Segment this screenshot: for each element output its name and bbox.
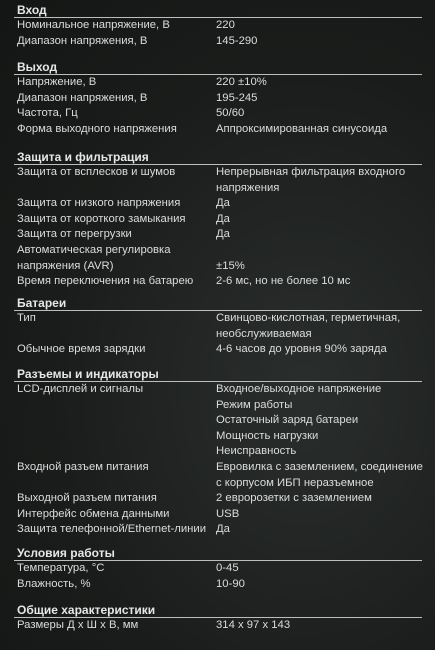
spec-value-line: 2-6 мс, но не более 10 мс bbox=[216, 275, 351, 288]
spec-value-line: Аппроксимированная синусоида bbox=[216, 122, 388, 135]
spec-value-line: 314 х 97 х 143 bbox=[216, 619, 291, 631]
spec-value bbox=[216, 227, 422, 243]
spec-value bbox=[216, 382, 422, 460]
spec-label bbox=[17, 75, 215, 91]
spec-value-line: напряжения bbox=[216, 181, 280, 194]
spec-section bbox=[14, 60, 422, 137]
spec-value-line: 145-290 bbox=[216, 34, 258, 47]
spec-label-line: Защита от низкого напряжения bbox=[17, 197, 181, 210]
spec-label-line: Температура, °С bbox=[17, 562, 105, 574]
spec-value-line: 220 bbox=[216, 19, 235, 31]
spec-row bbox=[14, 18, 422, 34]
spec-value-line: Евровилка с заземлением, соединение bbox=[216, 460, 423, 473]
spec-section bbox=[14, 296, 422, 358]
spec-label bbox=[17, 382, 215, 398]
spec-label-line: Защита телефонной/Ethernet-линии bbox=[17, 523, 207, 536]
spec-value bbox=[216, 212, 422, 228]
spec-value-line: 4-6 часов до уровня 90% заряда bbox=[216, 343, 387, 356]
spec-row bbox=[14, 243, 422, 274]
spec-value-line: Свинцово-кислотная, герметичная, bbox=[216, 312, 401, 324]
spec-section bbox=[14, 150, 422, 290]
spec-row bbox=[14, 382, 422, 460]
spec-row bbox=[14, 460, 422, 491]
spec-value-line: Да bbox=[216, 212, 230, 225]
spec-label bbox=[17, 106, 215, 122]
spec-row bbox=[14, 196, 422, 212]
spec-label bbox=[17, 274, 215, 290]
spec-label-line: Интерфейс обмена данными bbox=[17, 507, 170, 520]
spec-value bbox=[216, 342, 422, 358]
spec-label-line: Время переключения на батарею bbox=[17, 275, 194, 288]
spec-label-line: Защита от короткого замыкания bbox=[17, 212, 186, 225]
section-title: Общие характеристики bbox=[14, 603, 422, 618]
spec-label-line: Обычное время зарядки bbox=[17, 343, 146, 356]
section-title: Вход bbox=[14, 3, 422, 18]
section-title: Разъемы и индикаторы bbox=[14, 367, 422, 382]
spec-label-line: Защита от всплесков и шумов bbox=[17, 166, 176, 178]
spec-row bbox=[14, 561, 422, 577]
spec-label bbox=[17, 212, 215, 228]
spec-label-line: Диапазон напряжения, В bbox=[17, 91, 148, 104]
spec-value-line: 0-45 bbox=[216, 562, 239, 574]
section-title: Защита и фильтрация bbox=[14, 150, 422, 165]
spec-label-line: Влажность, % bbox=[17, 577, 91, 590]
spec-row bbox=[14, 106, 422, 122]
spec-value bbox=[216, 274, 422, 290]
spec-value bbox=[216, 91, 422, 107]
spec-row bbox=[14, 618, 422, 634]
spec-section bbox=[14, 603, 422, 634]
spec-label bbox=[17, 122, 215, 138]
spec-value-line: 50/60 bbox=[216, 107, 245, 120]
spec-value-line: Остаточный заряд батареи bbox=[216, 414, 359, 427]
spec-label bbox=[17, 243, 215, 274]
spec-value-line: Режим работы bbox=[216, 398, 293, 411]
spec-row bbox=[14, 491, 422, 507]
spec-value bbox=[216, 122, 422, 138]
spec-value-line: USB bbox=[216, 507, 240, 520]
spec-value-line: необслуживаемая bbox=[216, 327, 312, 340]
spec-value bbox=[216, 196, 422, 212]
spec-label bbox=[17, 91, 215, 107]
spec-value-line: Входное/выходное напряжение bbox=[216, 383, 382, 395]
spec-label bbox=[17, 165, 215, 181]
spec-label bbox=[17, 18, 215, 34]
spec-label bbox=[17, 311, 215, 327]
spec-row bbox=[14, 75, 422, 91]
spec-value-line: Непрерывная фильтрация входного bbox=[216, 166, 406, 178]
spec-label bbox=[17, 460, 215, 476]
spec-value bbox=[216, 75, 422, 91]
spec-value-line: Да bbox=[216, 197, 230, 210]
spec-row bbox=[14, 577, 422, 593]
spec-row bbox=[14, 342, 422, 358]
spec-label-line: Защита от перегрузки bbox=[17, 228, 132, 241]
spec-row bbox=[14, 34, 422, 50]
spec-row bbox=[14, 311, 422, 342]
spec-label bbox=[17, 342, 215, 358]
spec-row bbox=[14, 227, 422, 243]
spec-value-line: 2 евророзетки с заземлением bbox=[216, 492, 372, 505]
spec-row bbox=[14, 507, 422, 523]
spec-label-line: напряжения (AVR) bbox=[17, 259, 114, 272]
section-title: Условия работы bbox=[14, 546, 422, 561]
spec-label bbox=[17, 561, 215, 577]
spec-value bbox=[216, 618, 422, 634]
spec-value bbox=[216, 460, 422, 491]
spec-value-line: Неисправность bbox=[216, 445, 297, 458]
spec-row bbox=[14, 522, 422, 538]
spec-label-line: Входной разъем питания bbox=[17, 460, 149, 473]
spec-value bbox=[216, 311, 422, 342]
spec-label-line: Автоматическая регулировка bbox=[17, 243, 171, 256]
spec-value-line bbox=[216, 243, 422, 259]
spec-row bbox=[14, 212, 422, 228]
spec-label-line: Частота, Гц bbox=[17, 107, 78, 120]
spec-label bbox=[17, 491, 215, 507]
spec-value bbox=[216, 577, 422, 593]
section-title: Выход bbox=[14, 60, 422, 75]
spec-label bbox=[17, 34, 215, 50]
spec-label bbox=[17, 522, 215, 538]
spec-value bbox=[216, 106, 422, 122]
spec-label bbox=[17, 577, 215, 593]
spec-row bbox=[14, 165, 422, 196]
spec-label-line: Размеры Д х Ш х В, мм bbox=[17, 619, 139, 631]
spec-label bbox=[17, 227, 215, 243]
spec-section bbox=[14, 367, 422, 538]
spec-value bbox=[216, 18, 422, 34]
spec-value bbox=[216, 522, 422, 538]
spec-value bbox=[216, 34, 422, 50]
spec-value-line: ±15% bbox=[216, 259, 245, 272]
spec-label bbox=[17, 196, 215, 212]
spec-value bbox=[216, 165, 422, 196]
spec-value bbox=[216, 243, 422, 274]
spec-value-line: 10-90 bbox=[216, 577, 245, 590]
spec-section bbox=[14, 546, 422, 592]
spec-value bbox=[216, 561, 422, 577]
spec-label bbox=[17, 507, 215, 523]
spec-value-line: Да bbox=[216, 228, 230, 241]
spec-value-line: 220 ±10% bbox=[216, 76, 267, 88]
spec-row bbox=[14, 274, 422, 290]
spec-section bbox=[14, 3, 422, 49]
spec-label-line: Напряжение, В bbox=[17, 76, 97, 88]
spec-value bbox=[216, 507, 422, 523]
spec-label bbox=[17, 618, 215, 634]
spec-label-line: Выходной разъем питания bbox=[17, 492, 157, 505]
section-title: Батареи bbox=[14, 296, 422, 311]
spec-label-line: Номинальное напряжение, В bbox=[17, 19, 170, 31]
spec-value bbox=[216, 491, 422, 507]
spec-label-line: LCD-дисплей и сигналы bbox=[17, 383, 144, 395]
spec-value-line: Мощность нагрузки bbox=[216, 429, 319, 442]
spec-label-line: Тип bbox=[17, 312, 36, 324]
spec-label-line: Форма выходного напряжения bbox=[17, 122, 177, 135]
spec-value-line: Да bbox=[216, 523, 230, 536]
spec-value-line: с корпусом ИБП неразъемное bbox=[216, 476, 374, 489]
spec-label-line: Диапазон напряжения, В bbox=[17, 34, 148, 47]
spec-row bbox=[14, 91, 422, 107]
spec-value-line: 195-245 bbox=[216, 91, 258, 104]
spec-row bbox=[14, 122, 422, 138]
